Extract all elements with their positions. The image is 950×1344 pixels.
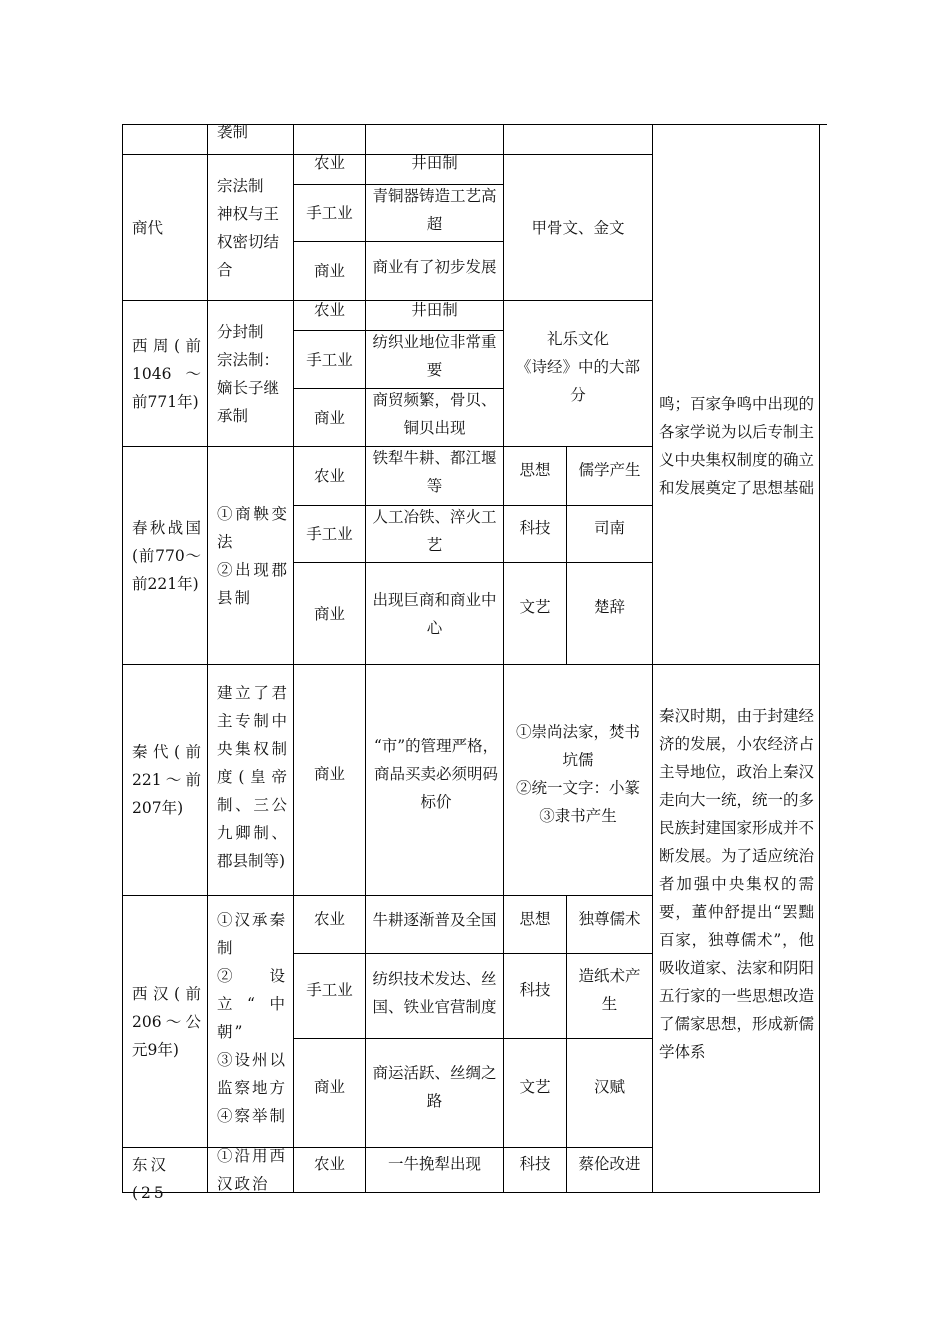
donghan-culture-category-tech: 科技 xyxy=(519,1155,551,1173)
donghan-culture-value-tech: 蔡伦改进 xyxy=(578,1155,641,1173)
xihan-era-cell xyxy=(123,896,207,1147)
chunqiu-commerce-value: 出现巨商和商业中心 xyxy=(372,590,497,637)
shang-agriculture-value: 井田制 xyxy=(411,154,458,172)
chunqiu-system-text: ①商鞅变法 ②出现郡县制 xyxy=(217,504,289,607)
xihan-culture-value-tech: 造纸术产生 xyxy=(578,967,641,1013)
chunqiu-era-cell xyxy=(123,447,207,664)
note-hundred-schools: 鸣；百家争鸣中出现的各家学说为以后专制主义中央集权制度的确立和发展奠定了思想基础 xyxy=(659,395,815,497)
chunqiu-system-cell xyxy=(208,447,293,664)
xizhou-era-cell xyxy=(123,301,207,446)
chunqiu-culture-value-thought: 儒学产生 xyxy=(578,460,641,479)
row0-system-cell: 袭制 xyxy=(217,123,249,141)
xihan-culture-category-tech: 科技 xyxy=(519,981,551,999)
note-qin-han: 秦汉时期，由于封建经济的发展，小农经济占主导地位，政治上秦汉走向大一统，统一的多民族封建国家形成并不断发展。为了适应统治者加强中央集权的需要，董仲舒提出“罢黜百家，独尊儒术”，他吸收道家、法家和阴阳五行家的一些思想改造了儒家思想，形成新儒学体系 xyxy=(659,707,815,1061)
chunqiu-handicraft-value: 人工冶铁、淬火工艺 xyxy=(372,508,497,554)
shang-system-text: 宗法制 神权与王权密切结合 xyxy=(217,176,280,279)
xizhou-handicraft-label: 手工业 xyxy=(306,350,353,369)
xizhou-era-text: 西周(前1046～前771年) xyxy=(132,336,201,411)
qin-system-cell xyxy=(208,658,293,895)
xizhou-system-text: 分封制 宗法制：嫡长子继承制 xyxy=(217,322,280,425)
chunqiu-culture-value-art: 楚辞 xyxy=(593,598,625,616)
shang-agriculture-label: 农业 xyxy=(313,154,345,172)
shang-era-cell: 商代 xyxy=(132,218,164,237)
xihan-commerce-label: 商业 xyxy=(313,1077,345,1096)
xizhou-commerce-label: 商业 xyxy=(313,408,345,427)
donghan-agriculture-label: 农业 xyxy=(313,1155,345,1173)
qin-system-text: 建立了君主专制中央集权制度(皇帝制、三公九卿制、郡县制等) xyxy=(217,683,287,870)
chunqiu-era-text: 春秋战国(前770～前221年) xyxy=(132,518,201,593)
donghan-system-cell xyxy=(208,1142,293,1192)
chunqiu-agriculture-label: 农业 xyxy=(313,467,345,485)
xihan-culture-category-thought: 思想 xyxy=(519,909,551,928)
shang-commerce-value: 商业有了初步发展 xyxy=(372,258,497,276)
xihan-handicraft-label: 手工业 xyxy=(306,981,353,999)
xihan-commerce-value: 商运活跃、丝绸之路 xyxy=(372,1063,497,1110)
donghan-agriculture-value: 一牛挽犁出现 xyxy=(387,1155,481,1173)
shang-commerce-label: 商业 xyxy=(313,262,345,280)
chunqiu-commerce-label: 商业 xyxy=(313,604,345,623)
shang-handicraft-label: 手工业 xyxy=(306,204,353,222)
chunqiu-culture-value-tech: 司南 xyxy=(593,519,625,537)
chunqiu-culture-category-art: 文艺 xyxy=(519,598,551,616)
shang-culture-cell: 甲骨文、金文 xyxy=(531,218,625,237)
xihan-culture-value-thought: 独尊儒术 xyxy=(578,909,641,928)
chunqiu-culture-category-thought: 思想 xyxy=(519,460,551,479)
qin-culture-text: ①崇尚法家，焚书坑儒 ②统一文字：小篆 ③隶书产生 xyxy=(515,723,640,825)
xihan-system-cell xyxy=(208,889,293,1147)
xizhou-agriculture-value: 井田制 xyxy=(411,301,458,319)
donghan-era-cell xyxy=(123,1149,207,1202)
xizhou-agriculture-label: 农业 xyxy=(313,301,345,319)
xizhou-commerce-value: 商贸频繁，骨贝、铜贝出现 xyxy=(372,391,497,437)
chunqiu-culture-category-tech: 科技 xyxy=(519,519,551,537)
xihan-culture-category-art: 文艺 xyxy=(519,1077,551,1096)
xizhou-handicraft-value: 纺织业地位非常重要 xyxy=(372,333,497,379)
xihan-era-text: 西汉(前206～公元9年) xyxy=(132,984,201,1059)
xizhou-culture-cell xyxy=(510,301,646,446)
xihan-handicraft-value: 纺织技术发达、丝国、铁业官营制度 xyxy=(372,970,497,1016)
shang-handicraft-value: 青铜器铸造工艺高超 xyxy=(372,187,497,233)
xihan-agriculture-value: 牛耕逐渐普及全国 xyxy=(372,911,497,929)
xihan-agriculture-label: 农业 xyxy=(313,909,345,928)
xihan-system-text: ①汉承秦制 ②设立“中朝” ③设州以监察地方 ④察举制 xyxy=(217,911,288,1125)
qin-culture-cell xyxy=(510,665,646,883)
qin-commerce-value: “市”的管理严格，商品买卖必须明码标价 xyxy=(373,737,499,811)
qin-era-cell xyxy=(123,665,207,895)
qin-commerce-label: 商业 xyxy=(313,765,345,783)
xizhou-system-cell xyxy=(208,301,293,446)
xihan-culture-value-art: 汉赋 xyxy=(593,1077,625,1096)
qin-era-text: 秦代(前221～前207年) xyxy=(132,743,201,817)
chunqiu-handicraft-label: 手工业 xyxy=(306,525,353,543)
donghan-era-text: 东汉(25 xyxy=(132,1156,170,1202)
chunqiu-agriculture-value: 铁犁牛耕、都江堰等 xyxy=(372,449,497,495)
xizhou-culture-text: 礼乐文化 《诗经》中的大部分 xyxy=(515,329,640,404)
shang-system-cell xyxy=(208,155,293,300)
donghan-system-text: ①沿用西汉政治 xyxy=(217,1147,288,1192)
